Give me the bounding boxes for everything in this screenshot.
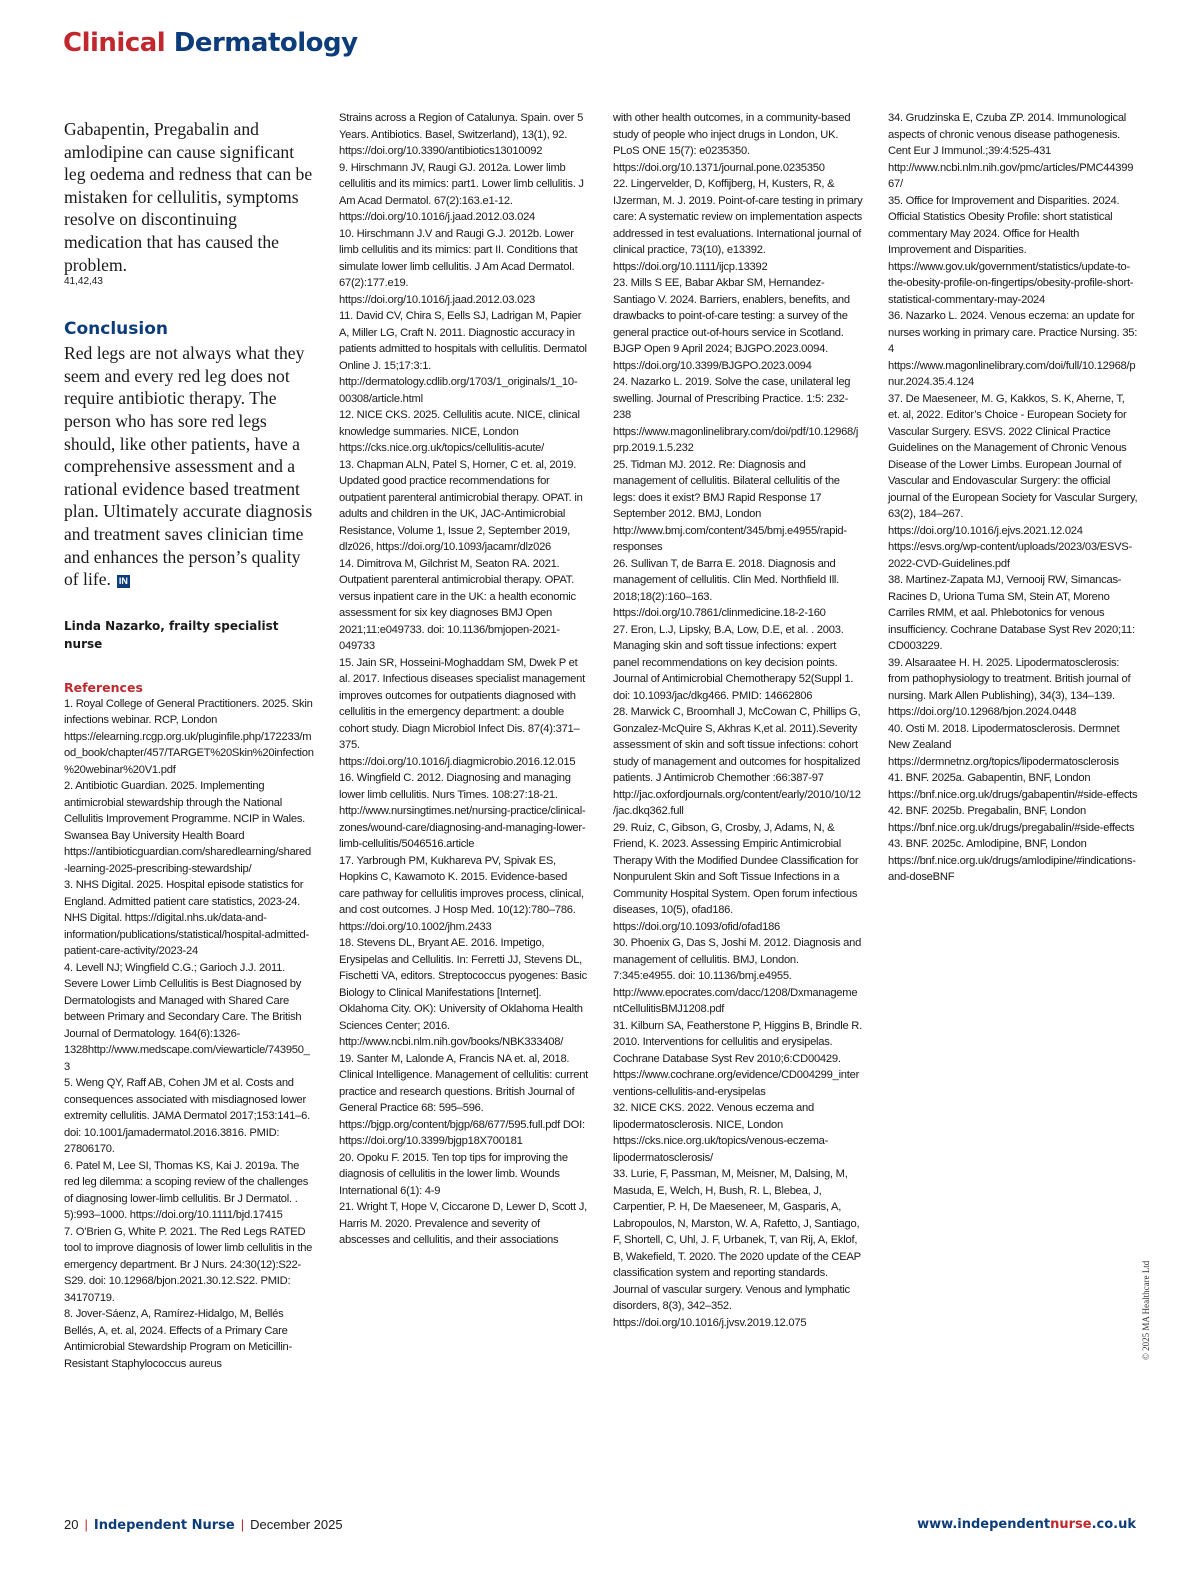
reference-item: 4. Levell NJ; Wingfield C.G.; Garioch J.J. 2011. Severe Lower Limb Cellulitis is Best Diagnosed by Dermatologists and Managed with Shared Care between Primary and Secondary Care. The British Journal of Dermatology. 164(6):1326-1328http://www.medscape.com/viewarticle/743950_3: [64, 961, 310, 1073]
reference-item: 31. Kilburn SA, Featherstone P, Higgins B, Brindle R. 2010. Interventions for cellulitis and erysipelas. Cochrane Database Syst Rev 2010;6:CD00429. https://www.cochrane.org/evidence/CD004299_interventions-cellulitis-and-erysipelas: [613, 1019, 862, 1098]
reference-item: 42. BNF. 2025b. Pregabalin, BNF, London https://bnf.nice.org.uk/drugs/pregabalin/#side-effects: [888, 805, 1135, 834]
reference-item: 30. Phoenix G, Das S, Joshi M. 2012. Diagnosis and management of cellulitis. BMJ, London. 7:345:e4955. doi: 10.1136/bmj.e4955. http://www.epocrates.com/dacc/1208/DxmanagementCellulitisBMJ1208.pdf: [613, 937, 862, 1015]
reference-item: 35. Office for Improvement and Disparities. 2024. Official Statistics Obesity Profile: short statistical commentary May 2024. Office for Health Improvement and Disparities. https://www.gov.uk/government/statistics/update-to-the-obesity-profile-on-fingertips/obesity-profile-short-statistical-commentary-may-2024: [888, 194, 1134, 306]
reference-item: 33. Lurie, F, Passman, M, Meisner, M, Dalsing, M, Masuda, E, Welch, H, Bush, R. L, Blebea, J, Carpentier, P. H, De Maeseneer, M, Gasparis, A, Labropoulos, N, Marston, W. A, Rafetto, J, Santiago, F, Shortell, C, Uhl, J. F, Urbanek, T, van Rij, A, Eklof, B, Wakefield, T. 2020. The 2020 update of the CEAP classification system and reporting standards. Journal of vascular surgery. Venous and lymphatic disorders, 8(3), 342–352. https://doi.org/10.1016/j.jvsv.2019.12.075: [613, 1168, 861, 1329]
masthead: [63, 28, 358, 58]
reference-item: 9. Hirschmann JV, Raugi GJ. 2012a. Lower limb cellulitis and its mimics: part1. Lower limb cellulitis. J Am Acad Dermatol. 67(2):163.e1-12. https://doi.org/10.1016/j.jaad.2012.03.024: [339, 161, 584, 223]
reference-item: 39. Alsaraatee H. H. 2025. Lipodermatosclerosis: from pathophysiology to treatment. British journal of nursing. Mark Allen Publishing), 34(3), 134–139. https://doi.org/10.12968/bjon.2024.0448: [888, 656, 1131, 718]
author-byline: Linda Nazarko, frailty specialist nurse: [64, 618, 279, 651]
reference-item: 32. NICE CKS. 2022. Venous eczema and lipodermatosclerosis. NICE, London https://cks.nice.org.uk/topics/venous-eczema-lipodermatosclerosis/: [613, 1102, 829, 1164]
reference-item: 17. Yarbrough PM, Kukhareva PV, Spivak ES, Hopkins C, Kawamoto K. 2015. Evidence-based care pathway for cellulitis improves process, clinical, and cost outcomes. J Hosp Med. 10(12):780–786. https://doi.org/10.1002/jhm.2433: [339, 854, 584, 933]
masthead-word-dermatology: Dermatology: [173, 28, 358, 58]
url-suffix: .co.uk: [1091, 1517, 1136, 1532]
reference-item: 6. Patel M, Lee SI, Thomas KS, Kai J. 2019a. The red leg dilemma: a scoping review of the challenges of diagnosing lower-limb cellulitis. Br J Dermatol. . 5):993–1000. https://doi.org/10.1111/bjd.17415: [64, 1159, 309, 1222]
reference-item: 25. Tidman MJ. 2012. Re: Diagnosis and management of cellulitis. Bilateral cellulitis of the legs: does it exist? BMJ Rapid Response 17 September 2012. BMJ, London http://www.bmj.com/content/345/bmj.e4955/rapid-responses: [613, 458, 847, 553]
reference-item: 19. Santer M, Lalonde A, Francis NA et. al, 2018. Clinical Intelligence. Management of cellulitis: current practice and research questions. British Journal of General Practice 68: 595–596. https://bjgp.org/content/bjgp/68/677/595.full.pdf DOI: https://doi.org/10.3399/bjgp18X700181: [339, 1052, 589, 1147]
reference-item: 36. Nazarko L. 2024. Venous eczema: an update for nurses working in primary care. Practice Nursing. 35: 4 https://www.magonlinelibrary.com/doi/full/10.12968/pnur.2024.35.4.124: [888, 310, 1138, 388]
magazine-name: [94, 1518, 235, 1533]
footer-separator: |: [240, 1517, 245, 1532]
reference-item: 23. Mills S EE, Babar Akbar SM, Hernandez-Santiago V. 2024. Barriers, enablers, benefits, and drawbacks to point-of-care testing: a survey of the general practice out-of-hours service in Scotland. BJGP Open 9 April 2024; BJGPO.2023.0094. https://doi.org/10.3399/BJGPO.2023.0094: [613, 277, 850, 372]
reference-item: 13. Chapman ALN, Patel S, Horner, C et. al, 2019. Updated good practice recommendations for outpatient parenteral antimicrobial therapy. OPAT. in adults and children in the UK, JAC-Antimicrobial Resistance, Volume 1, Issue 2, September 2019, dlz026, https://doi.org/10.1093/jacamr/dlz026: [339, 458, 583, 553]
reference-item: 26. Sullivan T, de Barra E. 2018. Diagnosis and management of cellulitis. Clin Med. Northfield Ill. 2018;18(2):160–163. https://doi.org/10.7861/clinmedicine.18-2-160: [613, 557, 840, 619]
page-footer: [64, 1515, 1136, 1535]
reference-item: 5. Weng QY, Raff AB, Cohen JM et al. Costs and consequences associated with misdiagnosed lower extremity cellulitis. JAMA Dermatol 2017;153:141–6. doi: 10.1001/jamadermatol.2016.3816. PMID: 27806170.: [64, 1077, 310, 1156]
magazine-name-part2: Nurse: [191, 1518, 235, 1533]
column-1: [64, 110, 314, 1372]
magazine-name-part1: Independent: [93, 1518, 188, 1533]
reference-item: 21. Wright T, Hope V, Ciccarone D, Lewer D, Scott J, Harris M. 2020. Prevalence and severity of abscesses and cellulitis, and their associations: [339, 1201, 587, 1246]
references-list-col1: [64, 696, 314, 1373]
reference-item: 24. Nazarko L. 2019. Solve the case, unilateral leg swelling. Journal of Prescribing Practice. 1:5: 232-238 https://www.magonlinelibrary.com/doi/pdf/10.12968/jprp.2019.1.5.232: [613, 376, 859, 454]
reference-item: 11. David CV, Chira S, Eells SJ, Ladrigan M, Papier A, Miller LG, Craft N. 2011. Diagnostic accuracy in patients admitted to hospitals with cellulitis. Dermatol Online J. 15;17:3:1. http://dermatology.cdlib.org/1703/1_originals/1_10-00308/article.html: [339, 310, 587, 405]
reference-item: 1. Royal College of General Practitioners. 2025. Skin infections webinar. RCP, London https://elearning.rcgp.org.uk/pluginfile.php/172233/mod_book/chapter/457/TARGET%20Skin%20infection%20webinar%20V1.pdf: [64, 697, 314, 776]
footer-left: [64, 1515, 343, 1536]
copyright-notice: © 2025 MA Healthcare Ltd: [1141, 1260, 1151, 1360]
reference-item: 14. Dimitrova M, Gilchrist M, Seaton RA. 2021. Outpatient parenteral antimicrobial therapy. OPAT. versus inpatient care in the UK: a health economic assessment for six key diagnoses BMJ Open 2021;11:e049733. doi: 10.1136/bmjopen-2021-049733: [339, 557, 576, 652]
url-prefix: www.independent: [917, 1517, 1051, 1532]
page-number: 20: [64, 1517, 79, 1532]
reference-item: Strains across a Region of Catalunya. Spain. over 5 Years. Antibiotics. Basel, Switzerland), 13(1), 92. https://doi.org/10.3390/antibiotics13010092: [339, 112, 584, 157]
reference-item: 34. Grudzinska E, Czuba ZP. 2014. Immunological aspects of chronic venous disease pathogenesis. Cent Eur J Immunol.;39:4:525-431 http://www.ncbi.nlm.nih.gov/pmc/articles/PMC4439967/: [888, 112, 1134, 190]
reference-item: 43. BNF. 2025c. Amlodipine, BNF, London https://bnf.nice.org.uk/drugs/amlodipine/#indications-and-doseBNF: [888, 838, 1136, 883]
reference-item: 29. Ruiz, C, Gibson, G, Crosby, J, Adams, N, & Friend, K. 2023. Assessing Empiric Antimicrobial Therapy With the Modified Dundee Classification for Nonpurulent Skin and Soft Tissue Infections in a Community Hospital System. Open forum infectious diseases, 10(5), ofad186. https://doi.org/10.1093/ofid/ofad186: [613, 821, 859, 933]
references-heading: References: [64, 679, 143, 695]
pull-quote-refs: 41,42,43: [64, 276, 103, 288]
reference-item: 20. Opoku F. 2015. Ten top tips for improving the diagnosis of cellulitis in the lower limb. Wounds International 6(1): 4-9: [339, 1151, 568, 1197]
masthead-word-clinical: Clinical: [63, 28, 166, 58]
conclusion-heading: Conclusion: [64, 319, 168, 340]
reference-item: 8. Jover-Sáenz, A, Ramírez-Hidalgo, M, Bellés Bellés, A, et. al, 2024. Effects of a Primary Care Antimicrobial Stewardship Program on Meticillin-Resistant Staphylococcus aureus: [64, 1308, 292, 1370]
reference-item: 18. Stevens DL, Bryant AE. 2016. Impetigo, Erysipelas and Cellulitis. In: Ferretti JJ, Stevens DL, Fischetti VA, editors. Streptococcus pyogenes: Basic Biology to Clinical Manifestations [Internet]. Oklahoma City. OK): University of Oklahoma Health Sciences Center; 2016. http://www.ncbi.nlm.nih.gov/books/NBK333408/: [339, 937, 587, 1048]
reference-item: 27. Eron, L.J, Lipsky, B.A, Low, D.E, et al. . 2003. Managing skin and soft tissue infections: expert panel recommendations on key decision points. Journal of Antimicrobial Chemotherapy 52(Suppl 1. doi: 10.1093/jac/dkg466. PMID: 14662806: [613, 623, 854, 702]
reference-item: 2. Antibiotic Guardian. 2025. Implementing antimicrobial stewardship through the National Cellulitis Improvement Programme. NCIP in Wales. Swansea Bay University Health Board https://antibioticguardian.com/sharedlearning/shared-learning-2025-prescribing-stewardship/: [64, 780, 311, 875]
reference-item: 38. Martinez-Zapata MJ, Vernooij RW, Simancas-Racines D, Uriona Tuma SM, Stein AT, Moreno Carriles RMM, et aal. Phlebotonics for venous insufficiency. Cochrane Database Syst Rev 2020;11: CD003229.: [888, 574, 1135, 652]
conclusion-text: [64, 342, 314, 591]
end-mark-icon: IN: [118, 576, 128, 587]
reference-item: 3. NHS Digital. 2025. Hospital episode statistics for England. Admitted patient care statistics, 2023-24. NHS Digital. https://digital.nhs.uk/data-and-information/publications/statistical/hospital-admitted-patient-care-activity/2023-24: [64, 879, 309, 958]
conclusion-body: Red legs are not always what they seem and every red leg does not require antibiotic therapy. The person who has sore red legs should, like other patients, have a comprehensive assessment and a rational evidence based treatment plan. Ultimately accurate diagnosis and treatment saves clinician time and enhances the person’s quality of life.: [64, 343, 313, 590]
reference-item: with other health outcomes, in a community-based study of people who inject drugs in London, UK. PLoS ONE 15(7): e0235350. https://doi.org/10.1371/journal.pone.0235350: [613, 112, 851, 174]
pull-quote: Gabapentin, Pregabalin and amlodipine can cause significant leg oedema and redness that can be mistaken for cellulitis, symptoms resolve on discontinuing medication that has caused the problem.: [64, 119, 313, 275]
column-4: [888, 110, 1138, 886]
reference-item: 10. Hirschmann J.V and Raugi G.J. 2012b. Lower limb cellulitis and its mimics: part II. Conditions that simulate lower limb cellulitis. J Am Acad Dermatol. 67(2):177.e19. https://doi.org/10.1016/j.jaad.2012.03.023: [339, 227, 578, 306]
reference-item: 12. NICE CKS. 2025. Cellulitis acute. NICE, clinical knowledge summaries. NICE, London https://cks.nice.org.uk/topics/cellulitis-acute/: [339, 409, 580, 454]
column-2: [339, 110, 589, 1249]
reference-item: 22. Lingervelder, D, Koffijberg, H, Kusters, R, & IJzerman, M. J. 2019. Point-of-care testing in primary care: A systematic review on implementation aspects addressed in test evaluations. International journal of clinical practice, 73(10), e13392. https://doi.org/10.1111/ijcp.13392: [613, 178, 863, 273]
footer-separator: |: [84, 1517, 88, 1532]
reference-item: 40. Osti M. 2018. Lipodermatosclerosis. Dermnet New Zealand https://dermnetnz.org/topics/lipodermatosclerosis: [888, 722, 1120, 768]
column-3: [613, 110, 863, 1331]
reference-item: 15. Jain SR, Hosseini-Moghaddam SM, Dwek P et al. 2017. Infectious diseases specialist management improves outcomes for outpatients diagnosed with cellulitis in the emergency department: a double cohort study. Diagn Microbiol Infect Dis. 87(4):371–375. https://doi.org/10.1016/j.diagmicrobio.2016.12.015: [339, 656, 585, 768]
website-link[interactable]: [917, 1515, 1136, 1535]
reference-item: 7. O’Brien G, White P. 2021. The Red Legs RATED tool to improve diagnosis of lower limb cellulitis in the emergency department. Br J Nurs. 24:30(12):S22-S29. doi: 10.12968/bjon.2021.30.12.S22. PMID: 34170719.: [64, 1225, 313, 1304]
reference-item: 41. BNF. 2025a. Gabapentin, BNF, London https://bnf.nice.org.uk/drugs/gabapentin/#side-effects: [888, 772, 1138, 801]
reference-item: 16. Wingfield C. 2012. Diagnosing and managing lower limb cellulitis. Nurs Times. 108:27:18-21. http://www.nursingtimes.net/nursing-practice/clinical-zones/wound-care/diagnosing-and-managing-lower-limb-cellulitis/5046516.article: [339, 772, 586, 850]
reference-item: 28. Marwick C, Broomhall J, McCowan C, Phillips G, Gonzalez-McQuire S, Akhras K,et al. 2011).Severity assessment of skin and soft tissue infections: cohort study of management and outcomes for hospitalized patients. J Antimicrob Chemother :66:387-97 http://jac.oxfordjournals.org/content/early/2010/10/12/jac.dkq362.full: [613, 706, 861, 817]
reference-item: 37. De Maeseneer, M. G, Kakkos, S. K, Aherne, T, et. al, 2022. Editor’s Choice - European Society for Vascular Surgery. ESVS. 2022 Clinical Practice Guidelines on the Management of Chronic Venous Disease of the Lower Limbs. European Journal of Vascular and Endovascular Surgery: the official journal of the European Society for Vascular Surgery, 63(2), 184–267. https://doi.org/10.1016/j.ejvs.2021.12.024 https://esvs.org/wp-content/uploads/2023/03/ESVS-2022-CVD-Guidelines.pdf: [888, 392, 1138, 570]
url-accent: nurse: [1050, 1517, 1092, 1532]
issue-date: December 2025: [250, 1517, 343, 1532]
